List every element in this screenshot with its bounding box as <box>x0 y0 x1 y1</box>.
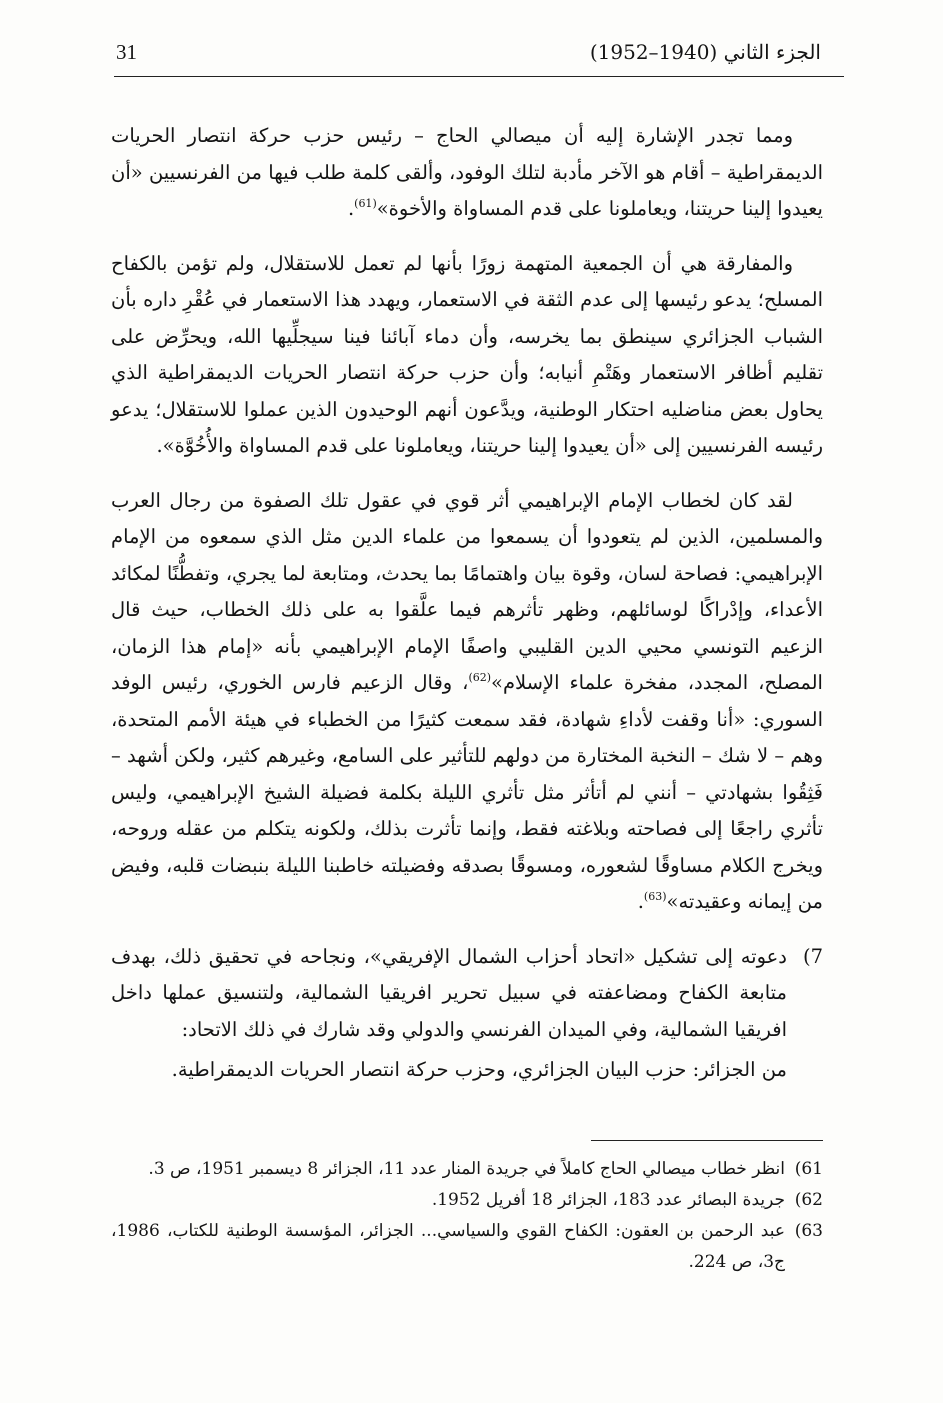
paragraph-3-text-part1: لقد كان لخطاب الإمام الإبراهيمي أثر قوي في عقول تلك الصفوة من رجال العرب والمسلمين، الذين لم يتعودوا أن يسمعوا من علماء الدين مثل الذي سمعوه من الإمام الإبراهيمي: فصاحة لسان، وقوة بيان واهتمامًا بما يحدث، ومتابعة لما يجري، وتفطُّنًا لمكائد الأعداء، وإدْراكًا لوسائلهم، وظهر تأثرهم فيما علَّقوا به على ذلك الخطاب، حيث قال الزعيم التونسي محيي الدين القليبي واصفًا الإمام الإبراهيمي بأنه «إمام هذا الزمان، المصلح، المجدد، مفخرة علماء الإسلام» <box>111 488 823 694</box>
footnote-number: 62) <box>794 1190 823 1210</box>
list-item-text: دعوته إلى تشكيل «اتحاد أحزاب الشمال الإفريقي»، ونجاحه في تحقيق ذلك، بهدف متابعة الكفاح ومضاعفته في سبيل تحرير افريقيا الشمالية، ولتنسيق عملها داخل افريقيا الشمالية، وفي الميدان الفرنسي والدولي وقد شارك في ذلك الاتحاد: <box>111 944 787 1041</box>
paragraph-2 <box>111 246 823 465</box>
page-number: 31 <box>116 40 137 64</box>
footnote <box>111 1216 823 1278</box>
footnote-number: 63) <box>794 1221 823 1241</box>
footnote <box>111 1185 823 1216</box>
list-item-7 <box>111 939 823 1089</box>
paragraph-1 <box>111 118 823 228</box>
footnote-text: انظر خطاب ميصالي الحاج كاملاً في جريدة المنار عدد 11، الجزائر 8 ديسمبر 1951، ص 3. <box>148 1159 785 1179</box>
paragraph-1-text: ومما تجدر الإشارة إليه أن ميصالي الحاج – رئيس حزب حركة انتصار الحريات الديمقراطية – أقام هو الآخر مأدبة لتلك الوفود، وألقى كلمة طلب فيها من الفرنسيين «أن يعيدوا إلينا حريتنا، ويعاملونا على قدم المساواة والأخوة» <box>111 124 823 220</box>
running-header-title: الجزء الثاني (1940–1952) <box>589 40 821 64</box>
paragraph-1-end: . <box>347 197 355 220</box>
paragraph-3 <box>111 483 823 921</box>
footnote-text: جريدة البصائر عدد 183، الجزائر 18 أفريل 1952. <box>431 1190 785 1210</box>
list-item-subline: من الجزائر: حزب البيان الجزائري، وحزب حركة انتصار الحريات الديمقراطية. <box>171 1058 787 1081</box>
footnote-ref-62: (62) <box>468 671 492 684</box>
footnote-ref-63: (63) <box>643 890 667 903</box>
footnote-ref-61: (61) <box>354 197 377 210</box>
footnote-divider <box>591 1140 823 1141</box>
footnote-number: 61) <box>794 1159 823 1179</box>
list-item-number: 7) <box>802 944 823 968</box>
footnote-text: عبد الرحمن بن العقون: الكفاح القوي والسياسي... الجزائر، المؤسسة الوطنية للكتاب، 1986، ج3، ص 224. <box>111 1221 785 1272</box>
footnotes <box>111 1154 823 1278</box>
paragraph-2-text: والمفارقة هي أن الجمعية المتهمة زورًا بأنها لم تعمل للاستقلال، ولم تؤمن بالكفاح المسلح؛ يدعو رئيسها إلى عدم الثقة في الاستعمار، ويهدد هذا الاستعمار في عُقْرِ داره بأن الشباب الجزائري سينطق بما يخرسه، وأن دماء آبائنا فينا سيجلِّيها الله، ويحرِّض على تقليم أظافر الاستعمار وهَتْمِ أنيابه؛ وأن حزب حركة انتصار الحريات الديمقراطية الذي يحاول بعض مناضليه احتكار الوطنية، ويدَّعون أنهم الوحيدون الذين عملوا للاستقلال؛ يدعو رئيسه الفرنسيين إلى «أن يعيدوا إلينا حريتنا، ويعاملونا على قدم المساواة والأُخُوَّة». <box>111 251 823 457</box>
footnote <box>111 1154 823 1185</box>
paragraph-3-end: . <box>637 890 644 913</box>
paragraph-3-text-part2: ، وقال الزعيم فارس الخوري، رئيس الوفد السوري: «أنا وقفت لأداءِ شهادة، فقد سمعت كثيرًا من الخطباء في هيئة الأمم المتحدة، وهم – لا شك – النخبة المختارة من دولهم للتأثير على السامع، وغيرهم كثير، ولكن أشهد – فَثِقُوا بشهادتي – أنني لم أتأثر مثل تأثري الليلة بكلمة فضيلة الشيخ الإبراهيمي، وليس تأثري راجعًا إلى فصاحته وبلاغته فقط، وإنما تأثرت بذلك، ولكونه يتكلم من عقله وروحه، ويخرج الكلام مساوقًا لشعوره، ومسوقًا بصدقه وفضيلته خاطبنا الليلة بنبضات قلبه، وفيض من إيمانه وعقيدته» <box>111 671 823 913</box>
header-divider <box>114 76 844 77</box>
main-text <box>111 118 823 1089</box>
